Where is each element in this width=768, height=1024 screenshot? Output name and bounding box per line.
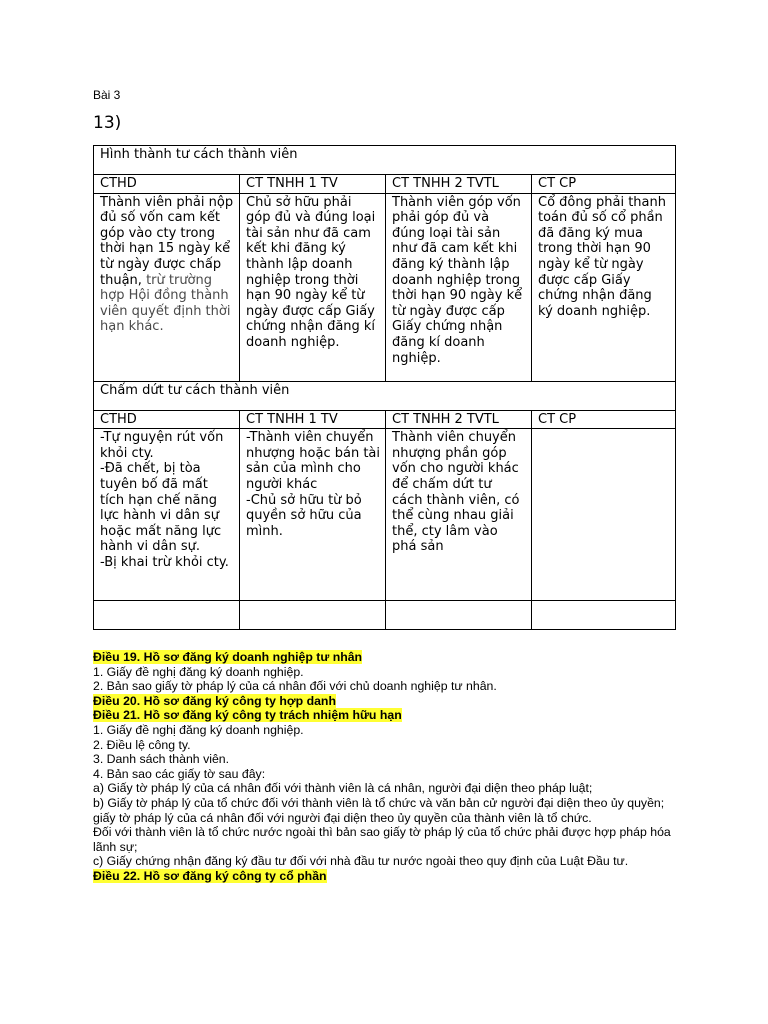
cell-tnhh2-formation: Thành viên góp vốn phải góp đủ và đúng loại tài sản như đã cam kết khi đăng ký thành lập doanh nghiệp trong thời hạn 90 ngày kể từ ngày được cấp Giấy chứng nhận đăng kí doanh nghiệp. (386, 193, 532, 381)
article-21-item: c) Giấy chứng nhận đăng ký đầu tư đối với nhà đầu tư nước ngoài theo quy định của Luật Đầu tư. (93, 854, 629, 869)
header-ct-cp: CT CP (532, 410, 676, 429)
header-ct-cp: CT CP (532, 175, 676, 194)
article-21-item: a) Giấy tờ pháp lý của cá nhân đối với thành viên là cá nhân, người đại diện theo pháp luật; (93, 781, 593, 796)
article-19-item: 2. Bản sao giấy tờ pháp lý của cá nhân đối với chủ doanh nghiệp tư nhân. (93, 679, 497, 694)
exercise-label: Bài 3 (93, 88, 121, 102)
article-21-item: 3. Danh sách thành viên. (93, 752, 230, 767)
header-row (94, 410, 676, 429)
header-ct-tnhh-2tvtl: CT TNHH 2 TVTL (386, 175, 532, 194)
comparison-table (93, 145, 676, 630)
question-number: 13) (93, 113, 122, 133)
header-ct-tnhh-2tvtl: CT TNHH 2 TVTL (386, 410, 532, 429)
cell-tnhh2-termination: Thành viên chuyển nhượng phần góp vốn cho người khác để chấm dứt tư cách thành viên, có thể cùng nhau giải thể, cty lâm vào phá sản (386, 429, 532, 601)
cell-cthd-formation (94, 193, 240, 381)
article-21-item: 2. Điều lệ công ty. (93, 737, 191, 752)
header-cthd: CTHD (94, 410, 240, 429)
law-articles (93, 650, 678, 884)
cell-line: -Chủ sở hữu từ bỏ quyền sở hữu của mình. (246, 492, 362, 539)
cell-text: Thành viên phải nộp đủ số vốn cam kết góp vào cty trong thời hạn 15 ngày kể từ ngày được chấp thuận, (100, 194, 234, 288)
cell-line: -Tự nguyện rút vốn khỏi cty. (100, 430, 224, 461)
table-row (94, 193, 676, 381)
cell-line: -Bị khai trừ khỏi cty. (100, 554, 229, 570)
section-title-formation: Hình thành tư cách thành viên (94, 146, 676, 175)
article-19-item: 1. Giấy đề nghị đăng ký doanh nghiệp. (93, 664, 304, 679)
empty-cell (532, 601, 676, 630)
header-ct-tnhh-1tv: CT TNHH 1 TV (240, 175, 386, 194)
empty-cell (386, 601, 532, 630)
header-row (94, 175, 676, 194)
header-ct-tnhh-1tv: CT TNHH 1 TV (240, 410, 386, 429)
section-title-row (94, 146, 676, 175)
article-22-title: Điều 22. Hồ sơ đăng ký công ty cổ phần (93, 868, 327, 883)
article-21-item: 1. Giấy đề nghị đăng ký doanh nghiệp. (93, 722, 304, 737)
cell-text-continuation: trừ trường hợp Hội đồng thành viên quyết định thời hạn khác. (100, 272, 231, 335)
cell-cthd-termination (94, 429, 240, 601)
article-21-item: 4. Bản sao các giấy tờ sau đây: (93, 766, 266, 781)
cell-cp-formation: Cổ đông phải thanh toán đủ số cổ phần đã đăng ký mua trong thời hạn 90 ngày kể từ ngày được cấp Giấy chứng nhận đăng ký doanh nghiệp. (532, 193, 676, 381)
article-21-title: Điều 21. Hồ sơ đăng ký công ty trách nhiệm hữu hạn (93, 708, 402, 723)
article-21-item: b) Giấy tờ pháp lý của tổ chức đối với thành viên là tổ chức và văn bản cử người đại diện theo ủy quyền; giấy tờ pháp lý của cá nhân đối với người đại diện theo ủy quyền của thành viên là tổ chức. (93, 795, 665, 825)
section-title-row (94, 381, 676, 410)
article-20-title: Điều 20. Hồ sơ đăng ký công ty hợp danh (93, 693, 336, 708)
cell-cp-termination (532, 429, 676, 601)
empty-cell (240, 601, 386, 630)
cell-tnhh1-formation: Chủ sở hữu phải góp đủ và đúng loại tài sản như đã cam kết khi đăng ký thành lập doanh nghiệp trong thời hạn 90 ngày kể từ ngày được cấp Giấy chứng nhận đăng kí doanh nghiệp. (240, 193, 386, 381)
cell-tnhh1-termination (240, 429, 386, 601)
article-21-item: Đối với thành viên là tổ chức nước ngoài thì bản sao giấy tờ pháp lý của tổ chức phải được hợp pháp hóa lãnh sự; (93, 825, 671, 854)
section-title-termination: Chấm dứt tư cách thành viên (94, 381, 676, 410)
cell-line: -Thành viên chuyển nhượng hoặc bán tài sản của mình cho người khác (246, 430, 380, 492)
article-19-title: Điều 19. Hồ sơ đăng ký doanh nghiệp tư nhân (93, 650, 363, 664)
empty-cell (94, 601, 240, 630)
cell-line: -Đã chết, bị tòa tuyên bố đã mất tích hạn chế năng lực hành vi dân sự hoặc mất năng lực hành vi dân sự. (100, 461, 222, 555)
empty-row (94, 601, 676, 630)
table-row (94, 429, 676, 601)
header-cthd: CTHD (94, 175, 240, 194)
